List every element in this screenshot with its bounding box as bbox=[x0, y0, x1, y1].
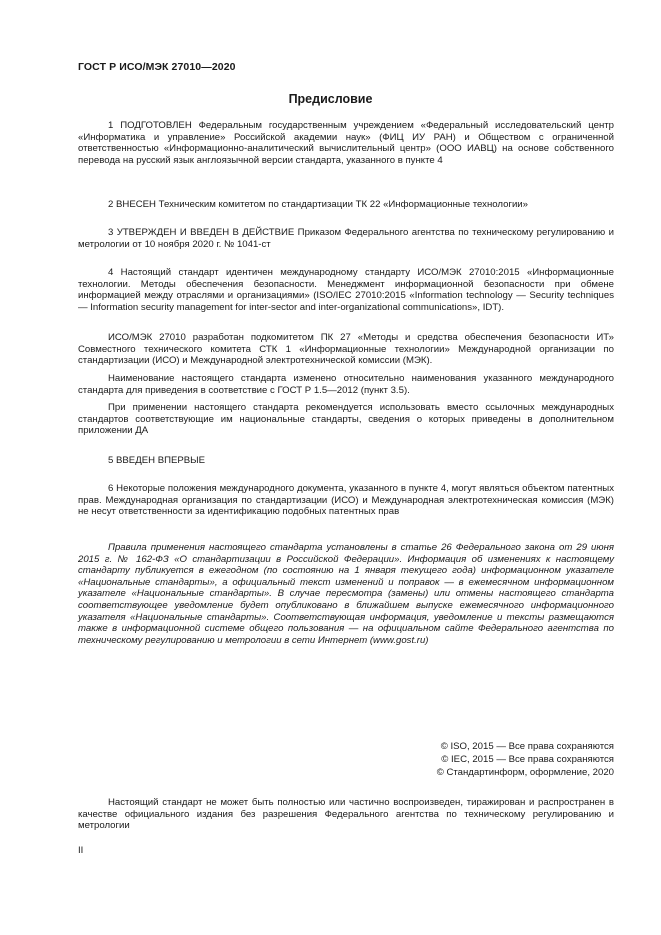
paragraph-text: 5 ВВЕДЕН ВПЕРВЫЕ bbox=[108, 455, 206, 466]
paragraph-2 bbox=[78, 199, 614, 211]
paragraph-4-references bbox=[78, 402, 614, 437]
paragraph-1 bbox=[78, 120, 614, 166]
paragraph-text: При применении настоящего стандарта рекомендуется использовать вместо ссылочных международных стандартов соответствующие им национальные стандарты, сведения о которых приведены в дополнительном приложении ДА bbox=[78, 402, 614, 437]
paragraph-text: ИСО/МЭК 27010 разработан подкомитетом ПК 27 «Методы и средства обеспечения безопасности ИТ» Совместного технического комитета СТК 1 «Информационные технологии» Международной организации по стандартизации (ИСО) и Международной электротехнической комиссии (МЭК). bbox=[78, 332, 614, 367]
paragraph-6 bbox=[78, 483, 614, 518]
paragraph-text: 1 ПОДГОТОВЛЕН Федеральным государственным учреждением «Федеральный исследовательский центр «Информатика и управление» Российской академии наук» (ФИЦ ИУ РАН) и Обществом с ограниченной ответственностью «Информационно-аналитический вычислительный центр» (ООО ИАВЦ) на основе собственного перевода на русский язык англоязычной версии стандарта, указанного в пункте 4 bbox=[78, 120, 614, 166]
copyright-line: © ISO, 2015 — Все права сохраняются bbox=[440, 741, 614, 752]
paragraph-5 bbox=[78, 455, 614, 467]
page-title: Предисловие bbox=[288, 92, 373, 106]
reproduction-notice: Настоящий стандарт не может быть полностью или частично воспроизведен, тиражирован и распространен в качестве официального издания без разрешения Федерального агентства по техническому регулированию и метрологии bbox=[78, 797, 614, 832]
legal-notice: Правила применения настоящего стандарта установлены в статье 26 Федерального закона от 29 июня 2015 г. № 162-ФЗ «О стандартизации в Российской Федерации». Информация об изменениях к настоящему стандарту публикуется в ежегодном (по состоянию на 1 января текущего года) информационном указателе «Национальные стандарты», а официальный текст изменений и поправок — в ежемесячном информационном указателе «Национальные стандарты». В случае пересмотра (замены) или отмены настоящего стандарта соответствующее уведомление будет опубликовано в ближайшем выпуске ежемесячного информационного указателя «Национальные стандарты». Соответствующая информация, уведомление и тексты размещаются также в информационной системе общего пользования — на официальном сайте Федерального агентства по техническому регулированию и метрологии в сети Интернет (www.gost.ru) bbox=[78, 542, 614, 646]
copyright-block bbox=[437, 740, 614, 780]
paragraph-4-name-change bbox=[78, 373, 614, 396]
copyright-line: © Стандартинформ, оформление, 2020 bbox=[436, 767, 614, 779]
document-code-header: ГОСТ Р ИСО/МЭК 27010—2020 bbox=[78, 61, 236, 73]
paragraph-text: 3 УТВЕРЖДЕН И ВВЕДЕН В ДЕЙСТВИЕ Приказом Федерального агентства по техническому регулированию и метрологии от 10 ноября 2020 г. № 1041-ст bbox=[78, 227, 614, 250]
paragraph-text: 4 Настоящий стандарт идентичен международному стандарту ИСО/МЭК 27010:2015 «Информационные технологии. Методы обеспечения безопасности. Менеджмент информационной безопасности при обмене информацией между отраслями и организациями» (ISO/IEC 27010:2015 «Information technology — Security techniques — Information security management for inter-sector and inter-organizational communications», IDT). bbox=[78, 267, 614, 313]
paragraph-text: Наименование настоящего стандарта изменено относительно наименования указанного международного стандарта для приведения в соответствие с ГОСТ Р 1.5—2012 (пункт 3.5). bbox=[78, 373, 614, 396]
paragraph-4-subcommittee bbox=[78, 332, 614, 367]
paragraph-3 bbox=[78, 227, 614, 250]
paragraph-4 bbox=[78, 267, 614, 313]
copyright-line: © IEC, 2015 — Все права сохраняются bbox=[441, 754, 614, 766]
paragraph-text: 6 Некоторые положения международного документа, указанного в пункте 4, могут являться объектом патентных прав. Международная организация по стандартизации (ИСО) и Международная электротехническая комиссия (МЭК) не несут ответственности за идентификацию подобных патентных прав bbox=[78, 483, 614, 518]
page-number: II bbox=[78, 845, 84, 856]
paragraph-text: 2 ВНЕСЕН Техническим комитетом по стандартизации ТК 22 «Информационные технологии» bbox=[108, 199, 528, 210]
